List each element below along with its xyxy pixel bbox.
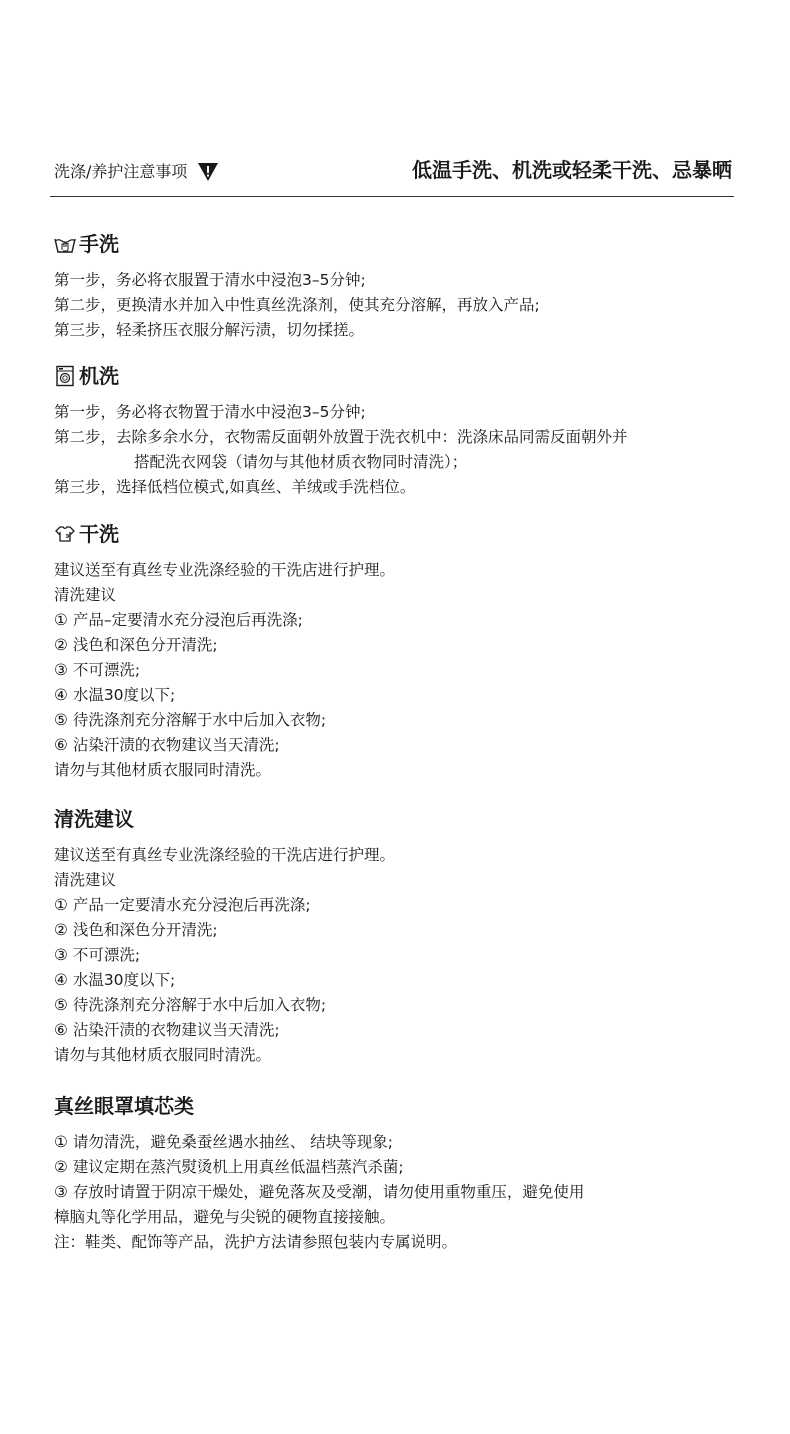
hand-wash-title: 手洗 <box>79 232 119 256</box>
hand-wash-section <box>54 230 744 343</box>
dry-clean-line: ⑥ 沾染汗渍的衣物建议当天清洗; <box>54 736 280 754</box>
wash-advice-line: ⑤ 待洗涤剂充分溶解于水中后加入衣物; <box>54 996 327 1014</box>
wash-advice-heading: 清洗建议 <box>54 807 134 831</box>
dry-clean-heading <box>54 520 744 548</box>
hand-wash-tub-icon <box>54 233 76 255</box>
care-header-left <box>54 161 219 183</box>
dry-clean-line: 请勿与其他材质衣服同时清洗。 <box>54 761 272 779</box>
care-summary: 低温手洗、机洗或轻柔干洗、忌暴晒 <box>412 158 732 182</box>
machine-wash-step: 第一步，务必将衣物置于清水中浸泡3–5分钟; <box>54 403 366 421</box>
dry-clean-line: ③ 不可漂洗; <box>54 661 141 679</box>
wash-advice-line: 清洗建议 <box>54 871 117 889</box>
dry-clean-icon <box>54 523 76 545</box>
machine-wash-section <box>54 362 744 500</box>
machine-wash-heading <box>54 362 744 390</box>
eye-mask-heading: 真丝眼罩填芯类 <box>54 1094 194 1118</box>
hand-wash-step: 第一步，务必将衣服置于清水中浸泡3–5分钟; <box>54 271 366 289</box>
wash-advice-section <box>54 805 744 1068</box>
dry-clean-line: ② 浅色和深色分开清洗; <box>54 636 218 654</box>
dry-clean-line: ① 产品–定要清水充分浸泡后再洗涤; <box>54 611 303 629</box>
hand-wash-step: 第二步，更换清水并加入中性真丝洗涤剂，使其充分溶解，再放入产品; <box>54 296 540 314</box>
wash-advice-line: ② 浅色和深色分开清洗; <box>54 921 218 939</box>
wash-advice-line: 建议送至有真丝专业洗涤经验的干洗店进行护理。 <box>54 846 396 864</box>
hand-wash-step: 第三步，轻柔挤压衣服分解污渍，切勿揉搓。 <box>54 321 365 339</box>
eye-mask-line: ② 建议定期在蒸汽熨烫机上用真丝低温档蒸汽杀菌; <box>54 1158 404 1176</box>
washing-machine-icon <box>54 365 76 387</box>
care-title: 洗涤/养护注意事项 <box>54 162 188 181</box>
warning-triangle-icon <box>197 162 219 182</box>
eye-mask-note: 注：鞋类、配饰等产品，洗护方法请参照包装内专属说明。 <box>54 1233 458 1251</box>
machine-wash-title: 机洗 <box>79 364 119 388</box>
machine-wash-step: 第三步，选择低档位模式,如真丝、羊绒或手洗档位。 <box>54 478 416 496</box>
dry-clean-line: ④ 水温30度以下; <box>54 686 176 704</box>
dry-clean-line: 建议送至有真丝专业洗涤经验的干洗店进行护理。 <box>54 561 396 579</box>
dry-clean-section <box>54 520 744 783</box>
eye-mask-line: ③ 存放时请置于阴凉干燥处，避免落灰及受潮，请勿使用重物重压，避免使用 <box>54 1183 585 1201</box>
wash-advice-line: ① 产品一定要清水充分浸泡后再洗涤; <box>54 896 311 914</box>
dry-clean-line: ⑤ 待洗涤剂充分溶解于水中后加入衣物; <box>54 711 327 729</box>
wash-advice-line: ⑥ 沾染汗渍的衣物建议当天清洗; <box>54 1021 280 1039</box>
eye-mask-line: ① 请勿清洗，避免桑蚕丝遇水抽丝、 结块等现象; <box>54 1133 393 1151</box>
eye-mask-line: 樟脑丸等化学用品，避免与尖锐的硬物直接接触。 <box>54 1208 396 1226</box>
care-header <box>50 152 734 197</box>
wash-advice-line: ④ 水温30度以下; <box>54 971 176 989</box>
dry-clean-title: 干洗 <box>79 522 119 546</box>
hand-wash-heading <box>54 230 744 258</box>
eye-mask-section <box>54 1092 744 1255</box>
dry-clean-line: 清洗建议 <box>54 586 117 604</box>
machine-wash-step: 第二步，去除多余水分，衣物需反面朝外放置于洗衣机中：洗涤床品同需反面朝外并 <box>54 428 628 446</box>
machine-wash-step-continued: 搭配洗衣网袋（请勿与其他材质衣物同时清洗）； <box>134 453 468 471</box>
wash-advice-line: ③ 不可漂洗; <box>54 946 141 964</box>
wash-advice-line: 请勿与其他材质衣服同时清洗。 <box>54 1046 272 1064</box>
